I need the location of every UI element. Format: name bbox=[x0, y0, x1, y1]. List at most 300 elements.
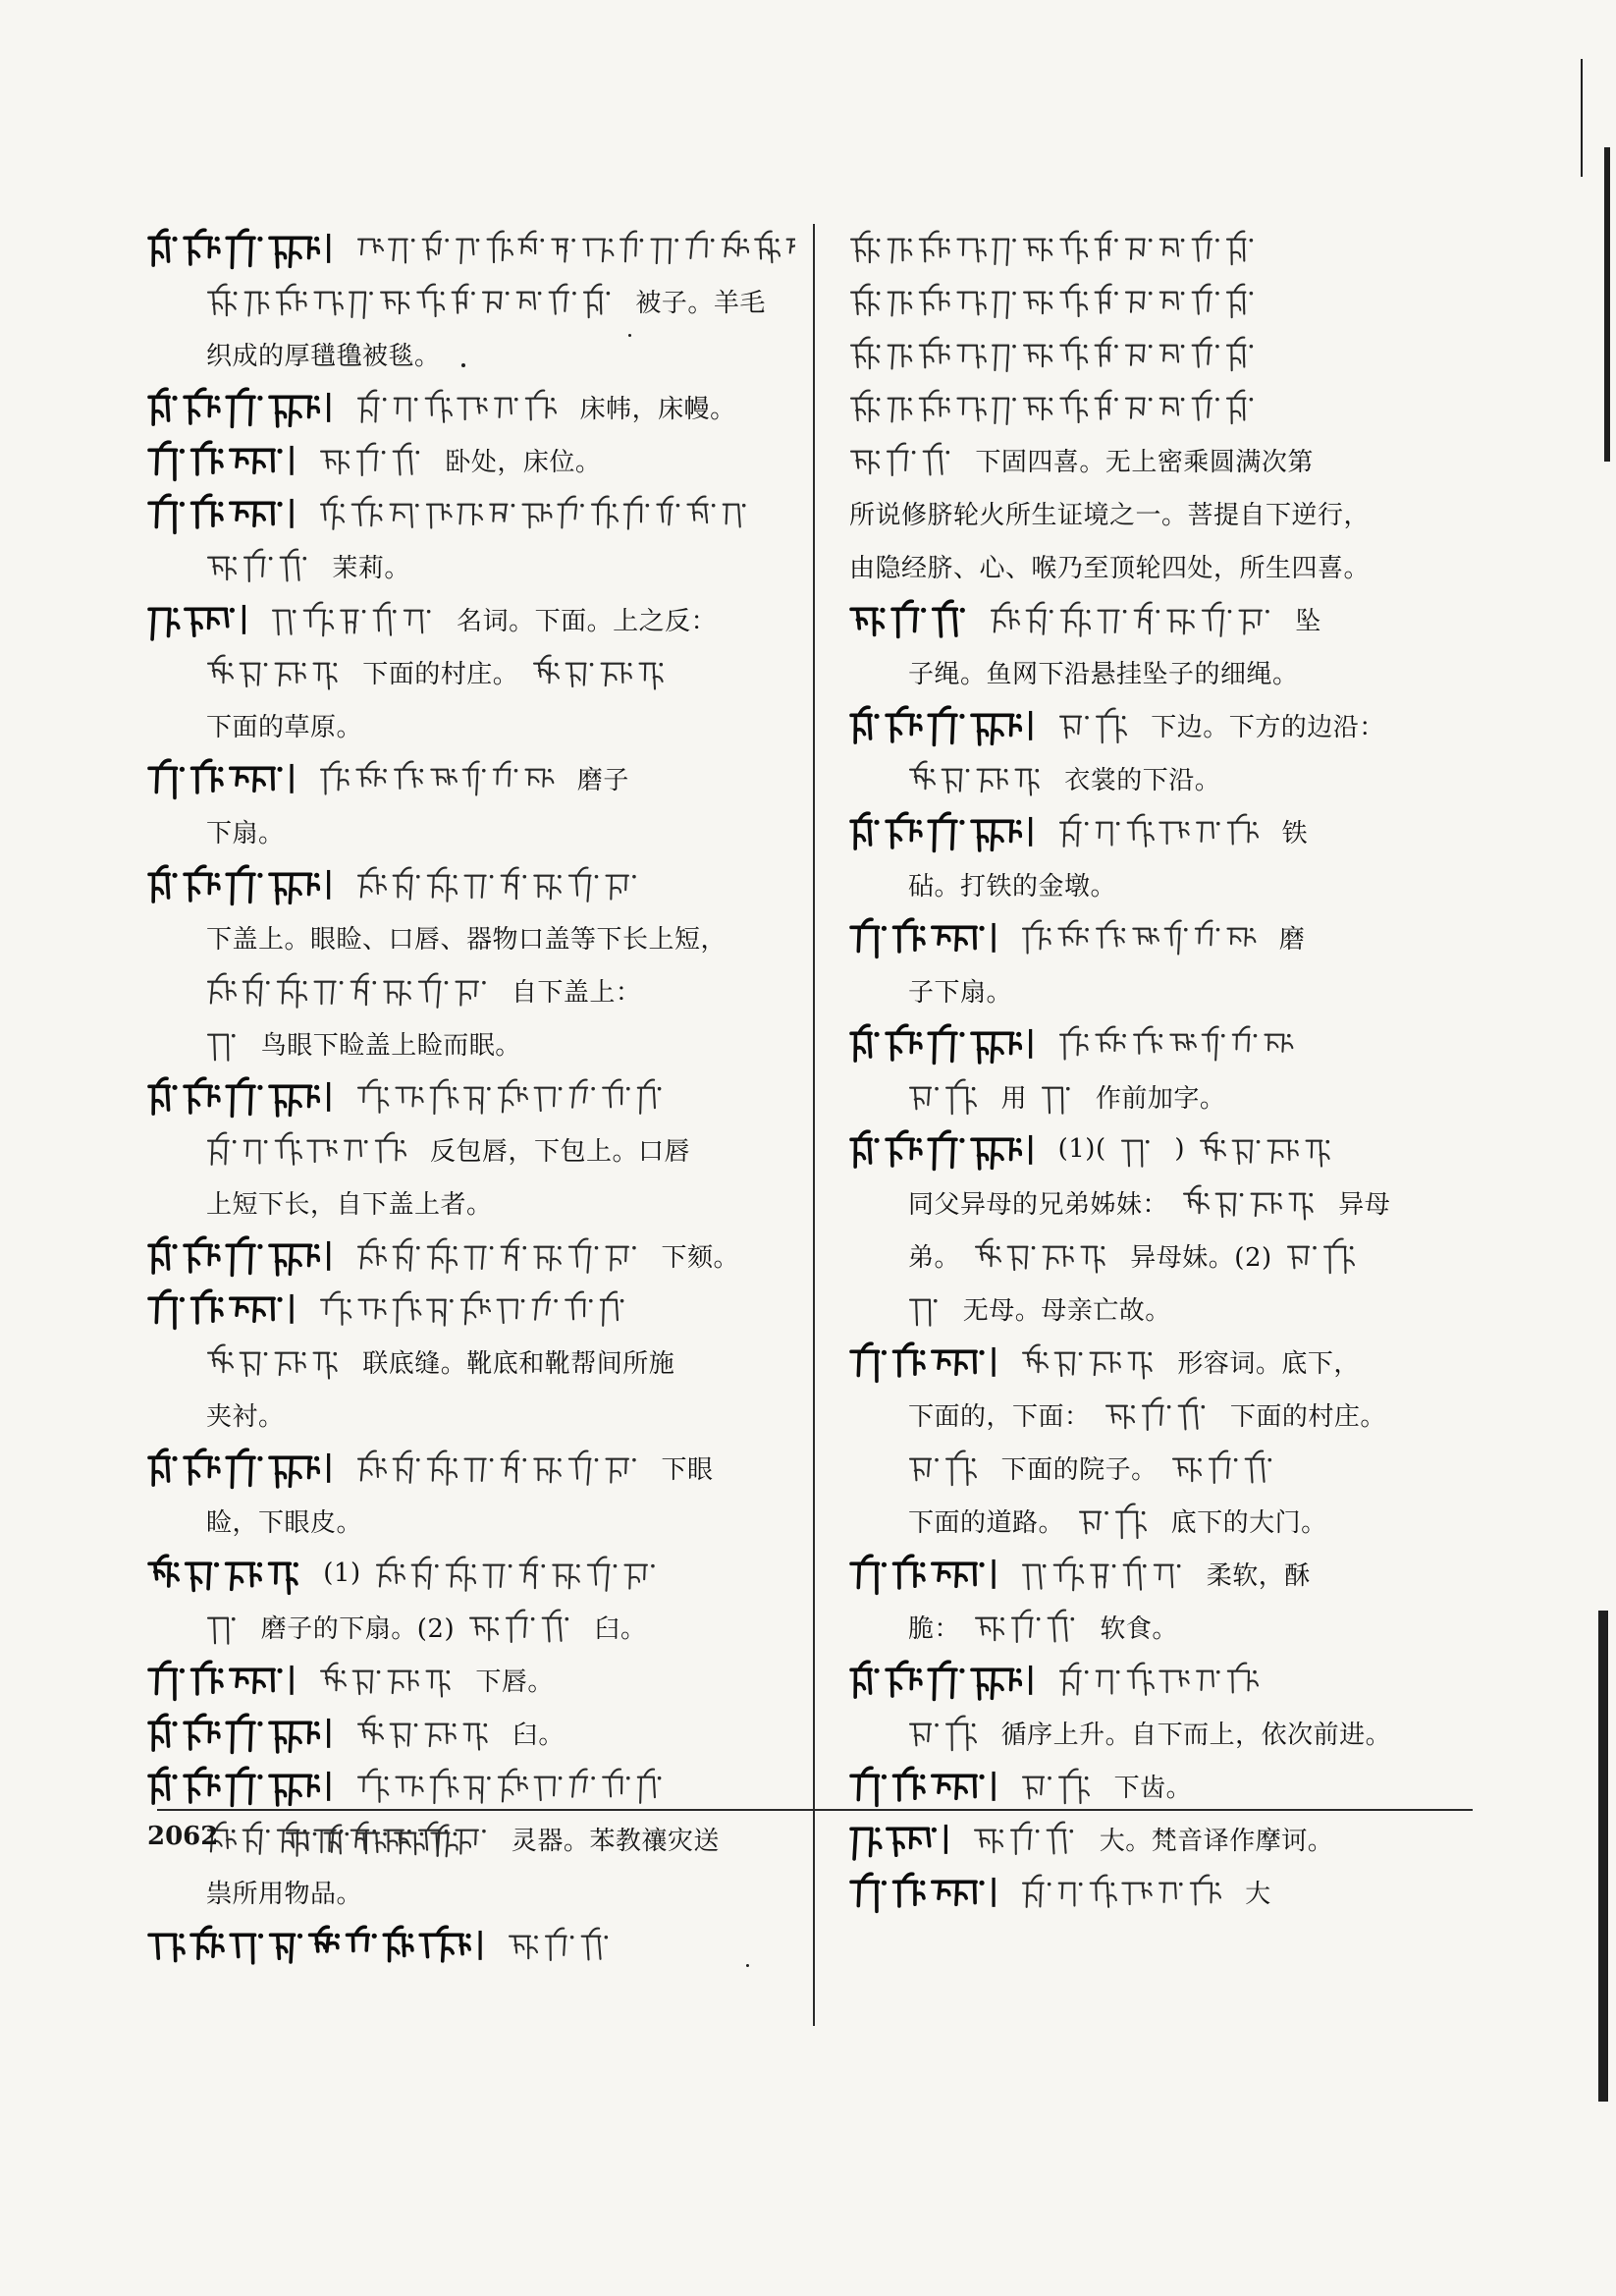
tsheg-dot bbox=[1278, 1193, 1282, 1197]
tibetan-syllable bbox=[353, 1671, 373, 1694]
tsheg-dot bbox=[447, 504, 451, 508]
tsheg-dot bbox=[453, 875, 457, 879]
tsheg-dot bbox=[1084, 398, 1088, 402]
tibetan-syllable bbox=[458, 399, 486, 419]
edge-mark bbox=[1604, 147, 1610, 462]
tibetan-syllable bbox=[1024, 346, 1051, 367]
chinese-definition: 大。梵音译作摩诃。 bbox=[1099, 1826, 1334, 1856]
entry-continuation bbox=[147, 963, 795, 1016]
tsheg-dot bbox=[346, 1832, 350, 1836]
tsheg-dot bbox=[551, 398, 555, 402]
tibetan-syllable bbox=[1044, 1247, 1073, 1269]
tsheg-dot bbox=[1191, 610, 1195, 614]
tibetan-gloss bbox=[319, 759, 564, 796]
page-number: 2062 bbox=[147, 1822, 219, 1851]
tibetan-syllable bbox=[1096, 823, 1111, 846]
tibetan-syllable bbox=[889, 293, 912, 316]
tsheg-dot bbox=[981, 292, 985, 296]
tsheg-dot bbox=[364, 1140, 368, 1144]
tibetan-syllable bbox=[498, 1080, 526, 1113]
tibetan-syllable bbox=[483, 293, 502, 312]
tibetan-syllable bbox=[393, 1451, 411, 1483]
tibetan-gloss-ink bbox=[356, 1449, 648, 1486]
tsheg-dot bbox=[1049, 398, 1052, 402]
tsheg-dot bbox=[1121, 716, 1125, 720]
tsheg-dot bbox=[931, 769, 935, 773]
dictionary-entry bbox=[849, 1335, 1497, 1547]
headword-ink bbox=[147, 1764, 343, 1807]
headword-ink bbox=[147, 438, 305, 481]
tibetan-syllable bbox=[920, 391, 949, 421]
tsheg-dot bbox=[541, 1564, 545, 1568]
headword bbox=[147, 1923, 494, 1966]
tibetan-syllable bbox=[972, 1033, 1020, 1063]
tibetan-syllable bbox=[1127, 1664, 1153, 1695]
tsheg-dot bbox=[628, 663, 632, 667]
tsheg-dot bbox=[540, 239, 544, 243]
tibetan-syllable bbox=[946, 1080, 976, 1115]
tibetan-gloss-ink bbox=[319, 441, 431, 478]
tsheg-dot bbox=[445, 239, 449, 243]
tibetan-gloss-ink bbox=[1182, 1183, 1324, 1221]
tibetan-syllable bbox=[957, 240, 985, 262]
tsheg-dot bbox=[558, 1458, 562, 1462]
tibetan-gloss bbox=[206, 653, 349, 690]
tibetan-gloss-ink bbox=[849, 229, 1265, 266]
tibetan-syllable bbox=[910, 762, 935, 790]
tibetan-syllable bbox=[640, 664, 663, 689]
tibetan-syllable bbox=[993, 240, 1008, 265]
tibetan-gloss-ink bbox=[1286, 1236, 1366, 1274]
tsheg-dot bbox=[1216, 928, 1220, 932]
tsheg-dot bbox=[646, 504, 650, 508]
tsheg-dot bbox=[379, 504, 383, 508]
tibetan-gloss bbox=[206, 1130, 416, 1168]
entry-continuation bbox=[849, 857, 1497, 910]
entry-continuation bbox=[147, 1016, 795, 1069]
tsheg-dot bbox=[1149, 239, 1153, 243]
tsheg-dot bbox=[1084, 345, 1088, 349]
tibetan-syllable bbox=[1184, 1186, 1209, 1214]
tibetan-gloss-ink bbox=[206, 1024, 247, 1062]
tibetan-syllable bbox=[276, 1133, 301, 1165]
tsheg-dot bbox=[1184, 928, 1188, 932]
tibetan-gloss-ink bbox=[356, 388, 566, 425]
tsheg-dot bbox=[1016, 1668, 1021, 1673]
tibetan-syllable bbox=[149, 1715, 169, 1750]
tsheg-dot bbox=[180, 449, 185, 454]
tibetan-syllable bbox=[851, 391, 879, 422]
tibetan-syllable bbox=[584, 285, 602, 318]
entry-continuation bbox=[147, 539, 795, 592]
tibetan-syllable bbox=[887, 1025, 921, 1060]
entry-headline bbox=[147, 1706, 795, 1759]
tibetan-gloss bbox=[908, 1289, 949, 1327]
tsheg-dot bbox=[1012, 398, 1016, 402]
tsheg-dot bbox=[450, 1299, 454, 1303]
headword bbox=[147, 438, 305, 481]
tibetan-syllable bbox=[470, 1618, 498, 1641]
tsheg-dot bbox=[1142, 1511, 1146, 1515]
tibetan-syllable bbox=[395, 1833, 424, 1855]
tsheg-dot bbox=[979, 1881, 984, 1886]
chinese-definition: 下面的道路。 bbox=[908, 1507, 1065, 1538]
tsheg-dot bbox=[1233, 1458, 1237, 1462]
tibetan-syllable bbox=[270, 1776, 318, 1805]
tibetan-gloss bbox=[356, 229, 795, 266]
tibetan-syllable bbox=[1193, 232, 1212, 261]
tsheg-dot bbox=[966, 769, 970, 773]
tibetan-syllable bbox=[185, 1449, 219, 1484]
tibetan-syllable bbox=[351, 974, 369, 1006]
tsheg-dot bbox=[384, 1777, 388, 1780]
tibetan-syllable bbox=[933, 1882, 976, 1904]
tsheg-dot bbox=[1079, 1352, 1083, 1356]
chinese-definition: 灵器。苯教禳灾送 bbox=[511, 1826, 720, 1856]
tsheg-dot bbox=[180, 767, 185, 772]
column-divider bbox=[813, 224, 815, 2026]
entry-headline bbox=[147, 1229, 795, 1282]
tsheg-dot bbox=[1250, 928, 1254, 932]
tibetan-syllable bbox=[972, 821, 1020, 850]
tibetan-syllable bbox=[270, 1722, 318, 1752]
tsheg-dot bbox=[400, 1564, 404, 1568]
entry-continuation bbox=[849, 1282, 1497, 1335]
tibetan-gloss bbox=[1058, 812, 1268, 849]
tibetan-syllable bbox=[1091, 1876, 1116, 1907]
tibetan-syllable bbox=[149, 1237, 169, 1273]
tibetan-syllable bbox=[427, 1451, 456, 1485]
tsheg-dot bbox=[639, 239, 643, 243]
dictionary-entry bbox=[147, 380, 795, 433]
tibetan-syllable bbox=[494, 762, 511, 787]
chinese-definition: 磨 bbox=[1278, 924, 1306, 955]
dictionary-entry bbox=[849, 1759, 1497, 1812]
tibetan-syllable bbox=[1197, 823, 1213, 842]
tibetan-syllable bbox=[244, 550, 265, 581]
tibetan-gloss-ink bbox=[849, 441, 961, 478]
tsheg-dot bbox=[489, 875, 493, 879]
headword bbox=[147, 1764, 343, 1807]
tsheg-dot bbox=[266, 1830, 270, 1833]
tibetan-syllable bbox=[1048, 1823, 1066, 1854]
tsheg-dot bbox=[335, 1934, 340, 1939]
tibetan-syllable bbox=[227, 1449, 254, 1487]
tsheg-dot bbox=[912, 451, 916, 455]
tibetan-syllable bbox=[357, 444, 378, 475]
tibetan-syllable bbox=[149, 1935, 184, 1960]
dictionary-entry bbox=[147, 592, 795, 751]
tibetan-syllable bbox=[149, 389, 169, 424]
tibetan-syllable bbox=[1160, 293, 1178, 309]
tibetan-syllable bbox=[893, 1343, 924, 1376]
tibetan-syllable bbox=[241, 664, 260, 686]
tsheg-dot bbox=[407, 981, 411, 985]
tibetan-syllable bbox=[394, 1292, 421, 1327]
dictionary-entry bbox=[849, 1547, 1497, 1653]
tibetan-syllable bbox=[227, 1715, 254, 1752]
tsheg-dot bbox=[1123, 610, 1127, 614]
tsheg-dot bbox=[555, 663, 559, 667]
tibetan-gloss bbox=[1021, 1555, 1193, 1592]
tsheg-dot bbox=[381, 875, 385, 879]
tsheg-dot bbox=[882, 1562, 887, 1567]
tibetan-gloss bbox=[908, 1077, 988, 1115]
tibetan-syllable bbox=[501, 1239, 518, 1271]
dictionary-entry bbox=[147, 486, 795, 592]
tibetan-gloss bbox=[1021, 1342, 1163, 1380]
headword bbox=[849, 915, 1007, 958]
tibetan-gloss bbox=[206, 547, 318, 584]
tsheg-dot bbox=[917, 820, 922, 825]
tibetan-syllable bbox=[390, 1724, 409, 1747]
headword bbox=[147, 1711, 343, 1754]
chinese-definition: 床帏，床幔。 bbox=[579, 394, 736, 424]
tsheg-dot bbox=[609, 239, 613, 243]
tsheg-dot bbox=[576, 1564, 580, 1568]
tibetan-syllable bbox=[851, 1025, 871, 1061]
tsheg-dot bbox=[1114, 239, 1118, 243]
tsheg-dot bbox=[1000, 1617, 1004, 1621]
tibetan-syllable bbox=[149, 866, 169, 902]
entry-continuation bbox=[147, 1812, 795, 1865]
tibetan-syllable bbox=[304, 603, 333, 636]
entry-continuation bbox=[147, 327, 795, 380]
entry-continuation bbox=[849, 1494, 1497, 1547]
tibetan-syllable bbox=[391, 505, 412, 527]
tibetan-syllable bbox=[325, 1825, 342, 1853]
tsheg-dot bbox=[172, 1775, 177, 1779]
tsheg-dot bbox=[372, 981, 376, 985]
tsheg-dot bbox=[362, 610, 366, 614]
tsheg-dot bbox=[483, 398, 487, 402]
tibetan-syllable bbox=[1127, 815, 1153, 847]
tibetan-gloss bbox=[908, 759, 1050, 796]
tsheg-dot bbox=[1216, 1670, 1220, 1674]
tsheg-dot bbox=[917, 1138, 922, 1143]
tibetan-syllable bbox=[358, 868, 386, 898]
tibetan-syllable bbox=[389, 240, 407, 263]
tibetan-syllable bbox=[427, 1671, 450, 1697]
tibetan-syllable bbox=[1024, 399, 1051, 420]
tsheg-dot bbox=[447, 1670, 451, 1674]
chinese-definition: 臼。 bbox=[594, 1613, 647, 1644]
headword bbox=[147, 1552, 309, 1595]
tibetan-syllable bbox=[523, 505, 552, 528]
tsheg-dot bbox=[920, 926, 925, 931]
tsheg-dot bbox=[180, 1668, 185, 1673]
tibetan-syllable bbox=[487, 232, 512, 263]
tsheg-dot bbox=[340, 981, 344, 985]
tibetan-gloss-ink bbox=[206, 653, 349, 690]
tsheg-dot bbox=[566, 1617, 569, 1621]
tibetan-syllable bbox=[425, 391, 451, 422]
tibetan-syllable bbox=[1096, 391, 1111, 419]
tibetan-syllable bbox=[430, 1080, 458, 1115]
tsheg-dot bbox=[257, 1085, 262, 1090]
tsheg-dot bbox=[1266, 610, 1269, 614]
tsheg-dot bbox=[605, 1936, 609, 1940]
tibetan-gloss-ink bbox=[908, 759, 1050, 796]
tibetan-syllable bbox=[525, 391, 555, 420]
tsheg-dot bbox=[548, 769, 552, 773]
tsheg-dot bbox=[1084, 292, 1088, 296]
tibetan-gloss bbox=[849, 335, 1265, 372]
tsheg-dot bbox=[1016, 1032, 1021, 1037]
tsheg-dot bbox=[932, 1828, 937, 1832]
tibetan-syllable bbox=[1122, 1141, 1142, 1167]
tibetan-syllable bbox=[185, 1768, 219, 1802]
tibetan-gloss bbox=[849, 441, 961, 478]
tibetan-syllable bbox=[1096, 232, 1111, 260]
headword bbox=[147, 1286, 305, 1330]
tsheg-dot bbox=[522, 875, 526, 879]
tsheg-dot bbox=[482, 981, 486, 985]
tsheg-dot bbox=[393, 610, 397, 614]
tsheg-dot bbox=[314, 237, 319, 242]
tsheg-dot bbox=[920, 1350, 925, 1355]
tibetan-syllable bbox=[929, 1025, 956, 1063]
tibetan-syllable bbox=[208, 1133, 229, 1165]
tibetan-syllable bbox=[1060, 1027, 1088, 1060]
tibetan-syllable bbox=[889, 240, 912, 263]
entry-headline bbox=[147, 1547, 795, 1600]
tsheg-dot bbox=[172, 237, 177, 242]
tibetan-syllable bbox=[972, 1669, 1020, 1699]
tsheg-dot bbox=[1012, 292, 1016, 296]
tibetan-syllable bbox=[227, 1078, 254, 1116]
dictionary-entry bbox=[147, 1706, 795, 1759]
tsheg-dot bbox=[1146, 1140, 1150, 1144]
tsheg-dot bbox=[416, 875, 420, 879]
tsheg-dot bbox=[972, 1723, 976, 1727]
tibetan-syllable bbox=[456, 1831, 477, 1854]
tsheg-dot bbox=[218, 1297, 223, 1302]
tibetan-syllable bbox=[1122, 1884, 1151, 1904]
tsheg-dot bbox=[558, 1087, 562, 1091]
tibetan-gloss-ink bbox=[356, 865, 648, 902]
entry-continuation bbox=[849, 645, 1497, 698]
tsheg-dot bbox=[959, 1668, 964, 1673]
tibetan-syllable bbox=[1011, 1823, 1032, 1854]
tsheg-dot bbox=[215, 1456, 220, 1461]
tibetan-syllable bbox=[231, 1298, 274, 1321]
tibetan-syllable bbox=[1099, 611, 1119, 633]
tibetan-syllable bbox=[976, 1618, 1003, 1641]
tsheg-dot bbox=[415, 1670, 419, 1674]
tibetan-gloss-ink bbox=[849, 335, 1265, 372]
tibetan-syllable bbox=[376, 1133, 405, 1163]
entry-continuation bbox=[147, 1175, 795, 1229]
dictionary-entry bbox=[849, 910, 1497, 1016]
tibetan-syllable bbox=[566, 1292, 585, 1320]
tibetan-syllable bbox=[943, 770, 962, 793]
tsheg-dot bbox=[1253, 1670, 1257, 1674]
tibetan-gloss bbox=[468, 1608, 580, 1645]
tibetan-syllable bbox=[314, 1353, 337, 1379]
chinese-definition: 异母 bbox=[1338, 1189, 1391, 1220]
tsheg-dot bbox=[1016, 714, 1021, 719]
entry-headline bbox=[849, 698, 1497, 751]
entry-continuation bbox=[849, 1388, 1497, 1441]
tsheg-dot bbox=[257, 1244, 262, 1249]
tsheg-dot bbox=[1066, 1087, 1070, 1091]
tsheg-dot bbox=[441, 292, 445, 296]
tsheg-dot bbox=[384, 1087, 388, 1091]
chinese-definition: 大 bbox=[1245, 1879, 1271, 1909]
tsheg-dot bbox=[920, 1881, 925, 1886]
tibetan-syllable bbox=[231, 450, 274, 472]
headword-ink bbox=[147, 1446, 343, 1489]
tibetan-syllable bbox=[507, 1611, 527, 1642]
tsheg-dot bbox=[882, 1881, 887, 1886]
tibetan-syllable bbox=[227, 1237, 254, 1275]
tsheg-dot bbox=[1149, 1352, 1153, 1356]
tibetan-syllable bbox=[887, 1131, 921, 1166]
tsheg-dot bbox=[233, 1140, 237, 1144]
tsheg-dot bbox=[218, 1668, 223, 1673]
tibetan-syllable bbox=[1193, 391, 1212, 420]
tibetan-gloss bbox=[973, 1820, 1085, 1857]
tibetan-gloss-ink bbox=[375, 1555, 667, 1592]
tsheg-dot bbox=[908, 239, 912, 243]
dictionary-entry bbox=[147, 1653, 795, 1706]
tibetan-syllable bbox=[920, 232, 949, 262]
tibetan-syllable bbox=[1023, 1876, 1044, 1907]
tibetan-gloss bbox=[1171, 1449, 1283, 1486]
tibetan-syllable bbox=[1307, 1141, 1329, 1167]
tibetan-syllable bbox=[321, 497, 344, 529]
tsheg-dot bbox=[946, 398, 950, 402]
headword-ink bbox=[147, 1923, 494, 1966]
tibetan-syllable bbox=[851, 338, 879, 369]
tibetan-syllable bbox=[208, 1345, 233, 1373]
tsheg-dot bbox=[981, 398, 985, 402]
tibetan-syllable bbox=[893, 1874, 924, 1906]
headword bbox=[147, 385, 343, 428]
tsheg-dot bbox=[920, 1775, 925, 1779]
tibetan-syllable bbox=[453, 285, 468, 313]
chinese-definition: 臼。 bbox=[512, 1720, 565, 1750]
tsheg-dot bbox=[534, 1936, 538, 1940]
tibetan-syllable bbox=[1232, 1027, 1249, 1052]
tibetan-syllable bbox=[933, 1563, 976, 1586]
tibetan-gloss bbox=[206, 1024, 247, 1062]
headword-ink bbox=[849, 809, 1045, 852]
entry-headline bbox=[849, 1812, 1497, 1865]
tsheg-dot bbox=[415, 504, 419, 508]
tibetan-gloss bbox=[356, 1714, 499, 1751]
tibetan-gloss-ink bbox=[356, 1767, 673, 1804]
tibetan-syllable bbox=[933, 1776, 976, 1798]
entry-continuation bbox=[147, 1122, 795, 1175]
tibetan-gloss bbox=[356, 1449, 648, 1486]
chinese-definition: 睑，下眼皮。 bbox=[206, 1507, 363, 1538]
tsheg-dot bbox=[314, 1244, 319, 1249]
entry-continuation bbox=[849, 1600, 1497, 1653]
tibetan-syllable bbox=[722, 232, 747, 257]
tsheg-dot bbox=[415, 1299, 419, 1303]
headword-ink bbox=[147, 1233, 343, 1277]
tibetan-syllable bbox=[490, 505, 507, 521]
tsheg-dot bbox=[257, 396, 262, 401]
tibetan-gloss-ink bbox=[1104, 1395, 1216, 1433]
tsheg-dot bbox=[1049, 345, 1052, 349]
entry-continuation bbox=[147, 274, 795, 327]
tibetan-syllable bbox=[358, 1770, 388, 1802]
chinese-definition: 反包唇，下包上。口唇 bbox=[430, 1136, 691, 1167]
tibetan-syllable bbox=[1060, 232, 1087, 264]
